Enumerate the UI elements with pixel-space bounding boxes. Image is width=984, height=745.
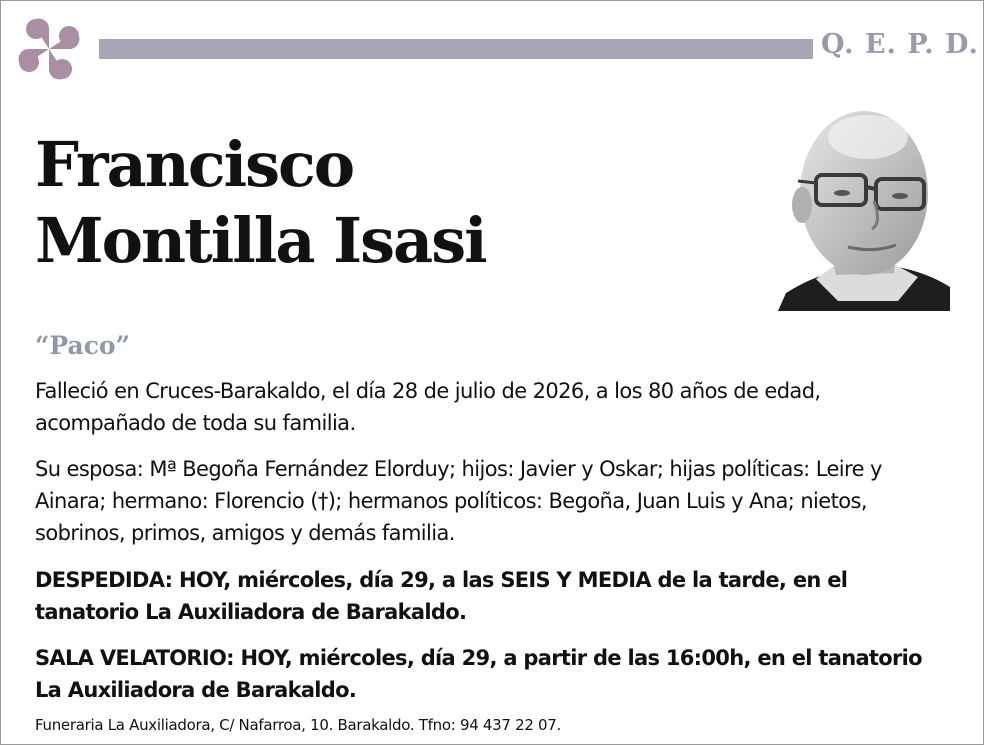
funeral-home-footer: Funeraria La Auxiliadora, C/ Nafarroa, 10. Barakaldo. Tfno: 94 437 22 07.	[35, 716, 562, 734]
family-paragraph: Su esposa: Mª Begoña Fernández Elorduy; hijos: Javier y Oskar; hijas políticas: Leire y Ainara; hermano: Florencio (†); hermanos políticos: Begoña, Juan Luis y Ana; nietos, sobrinos, primos, amigos y demás familia.	[35, 457, 882, 545]
farewell-paragraph: DESPEDIDA: HOY, miércoles, día 29, a las SEIS Y MEDIA de la tarde, en el tanatorio La Auxiliadora de Barakaldo.	[35, 568, 848, 624]
nickname: “Paco”	[35, 331, 130, 360]
qepd-label: Q. E. P. D.	[821, 29, 979, 60]
surname: Montilla Isasi	[35, 204, 486, 277]
wake-paragraph: SALA VELATORIO: HOY, miércoles, día 29, a partir de las 16:00h, en el tanatorio La Auxiliadora de Barakaldo.	[35, 646, 922, 702]
first-name: Francisco	[35, 128, 354, 201]
portrait-photo	[778, 101, 950, 311]
death-notice-paragraph: Falleció en Cruces-Barakaldo, el día 28 de julio de 2026, a los 80 años de edad, acompañado de toda su familia.	[35, 379, 821, 435]
deceased-name	[35, 127, 595, 279]
header-bar	[99, 39, 813, 59]
lauburu-icon	[11, 11, 87, 87]
